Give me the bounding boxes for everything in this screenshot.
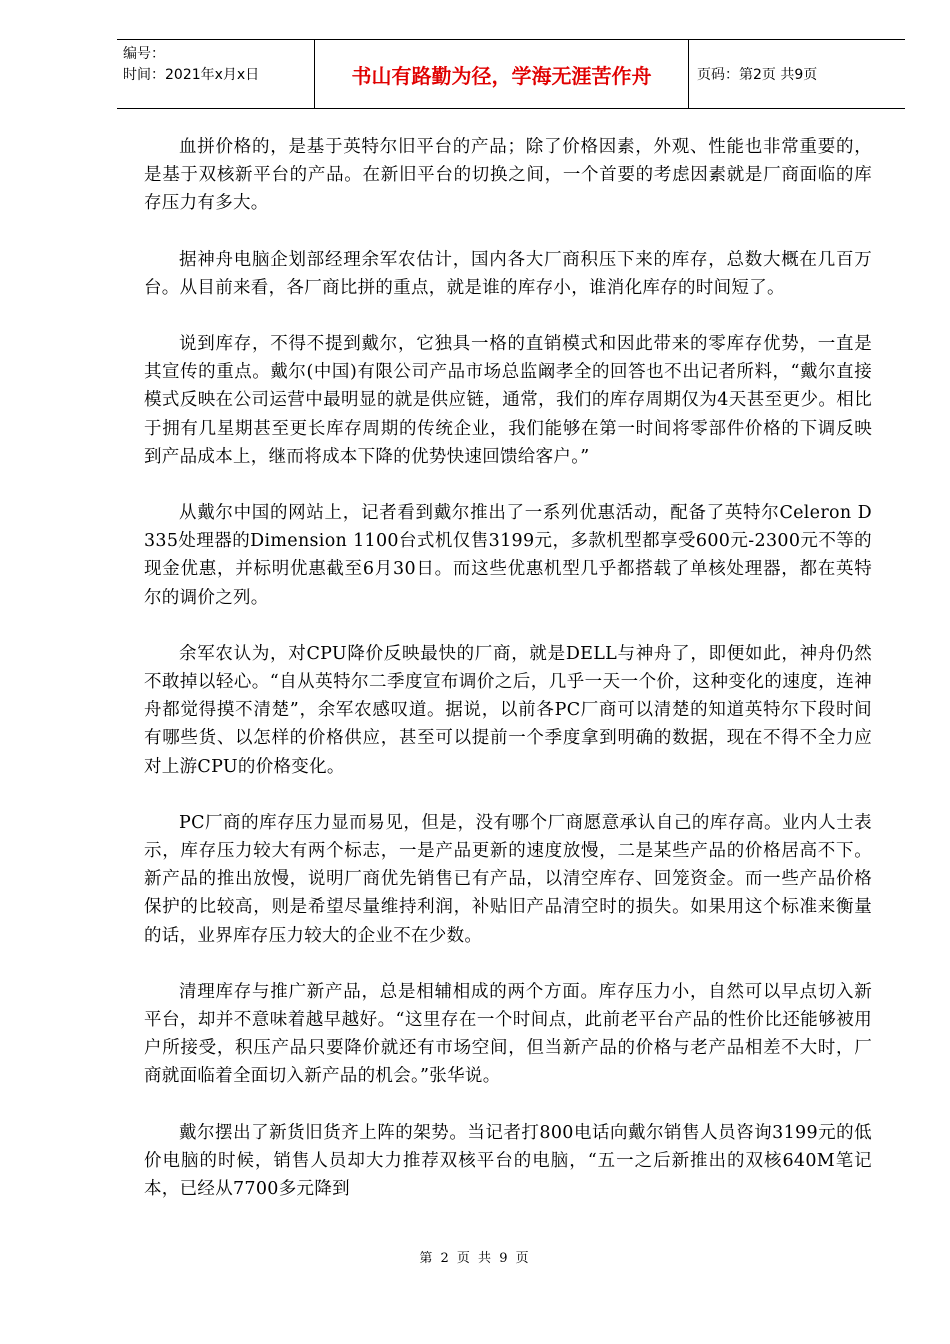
- document-body: [144, 133, 872, 1231]
- header-meta: [117, 40, 315, 108]
- paragraph-7: 清理库存与推广新产品，总是相辅相成的两个方面。库存压力小，自然可以早点切入新平台，却并不意味着越早越好。“这里存在一个时间点，此前老平台产品的性价比还能够被用户所接受，积压产品只要降价就还有市场空间，但当新产品的价格与老产品相差不大时，厂商就面临着全面切入新产品的机会。”张华说。: [144, 981, 872, 1087]
- paragraph-5: 余军农认为，对CPU降价反映最快的厂商，就是DELL与神舟了，即便如此，神舟仍然不敢掉以轻心。“自从英特尔二季度宣布调价之后，几乎一天一个价，这种变化的速度，连神舟都觉得摸不清楚”，余军农感叹道。据说，以前各PC厂商可以清楚的知道英特尔下段时间有哪些货、以怎样的价格供应，甚至可以提前一个季度拿到明确的数据，现在不得不全力应对上游CPU的价格变化。: [144, 643, 872, 777]
- page-header: [117, 39, 905, 109]
- paragraph-2: 据神舟电脑企划部经理余军农估计，国内各大厂商积压下来的库存，总数大概在几百万台。从目前来看，各厂商比拼的重点，就是谁的库存小，谁消化库存的时间短了。: [144, 249, 872, 298]
- page-footer: 第 2 页 共 9 页: [419, 1251, 531, 1266]
- paragraph-8: 戴尔摆出了新货旧货齐上阵的架势。当记者打800电话向戴尔销售人员咨询3199元的低价电脑的时候，销售人员却大力推荐双核平台的电脑，“五一之后新推出的双核640M笔记本，已经从7700多元降到: [144, 1122, 872, 1200]
- paragraph-3: 说到库存，不得不提到戴尔，它独具一格的直销模式和因此带来的零库存优势，一直是其宣传的重点。戴尔(中国)有限公司产品市场总监阚孝全的回答也不出记者所料，“戴尔直接模式反映在公司运营中最明显的就是供应链，通常，我们的库存周期仅为4天甚至更少。相比于拥有几星期甚至更长库存周期的传统企业，我们能够在第一时间将零部件价格的下调反映到产品成本上，继而将成本下降的优势快速回馈给客户。”: [144, 334, 872, 467]
- number-label: 编号：: [123, 46, 165, 62]
- paragraph-6: PC厂商的库存压力显而易见，但是，没有哪个厂商愿意承认自己的库存高。业内人士表示，库存压力较大有两个标志，一是产品更新的速度放慢，二是某些产品的价格居高不下。新产品的推出放慢，说明厂商优先销售已有产品，以清空库存、回笼资金。而一些产品价格保护的比较高，则是希望尽量维持利润，补贴旧产品清空时的损失。如果用这个标准来衡量的话，业界库存压力较大的企业不在少数。: [144, 812, 872, 946]
- paragraph-4: 从戴尔中国的网站上，记者看到戴尔推出了一系列优惠活动，配备了英特尔Celeron D 335处理器的Dimension 1100台式机仅售3199元，多款机型都享受600元-2300元不等的现金优惠，并标明优惠截至6月30日。而这些优惠机型几乎都搭载了单核处理器，都在英特尔的调价之列。: [144, 503, 872, 608]
- paragraph-1: 血拼价格的，是基于英特尔旧平台的产品；除了价格因素，外观、性能也非常重要的，是基于双核新平台的产品。在新旧平台的切换之间，一个首要的考虑因素就是厂商面临的库存压力有多大。: [144, 137, 872, 214]
- header-page-info: 页码：第2页 共9页: [697, 67, 818, 83]
- header-motto: 书山有路勤为径，学海无涯苦作舟: [315, 40, 689, 108]
- time-label: 时间：2021年x月x日: [123, 67, 260, 83]
